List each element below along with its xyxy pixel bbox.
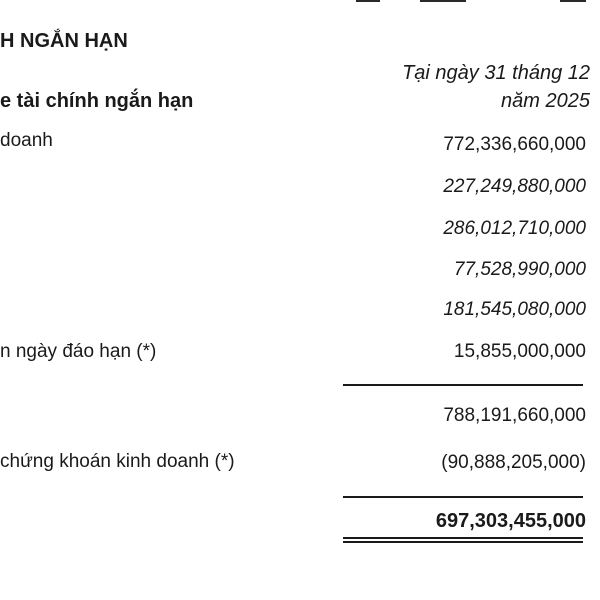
top-edge-fragment [420,0,466,2]
row-label: doanh [0,130,53,151]
top-edge-fragment [356,0,380,2]
column-header-date-line1: Tại ngày 31 tháng 12 [402,62,590,84]
subtotal-value: 788,191,660,000 [443,405,586,426]
subtitle: e tài chính ngắn hạn [0,90,194,112]
total-value: 697,303,455,000 [435,510,586,532]
subtotal-rule [343,384,583,386]
row-value: 227,249,880,000 [443,176,586,197]
row-value: 286,012,710,000 [443,218,586,239]
top-edge-fragment [560,0,586,2]
row-value: 77,528,990,000 [453,259,586,280]
row-value: 181,545,080,000 [443,299,586,320]
row-value: 772,336,660,000 [443,134,586,155]
total-rule [343,496,583,498]
provision-label: chứng khoán kinh doanh (*) [0,451,235,472]
row-label: n ngày đáo hạn (*) [0,341,157,362]
provision-value: (90,888,205,000) [441,452,586,473]
section-title: H NGẮN HẠN [0,30,128,52]
total-double-underline [343,537,583,543]
column-header-date-line2: năm 2025 [501,90,590,112]
row-value: 15,855,000,000 [453,341,586,362]
